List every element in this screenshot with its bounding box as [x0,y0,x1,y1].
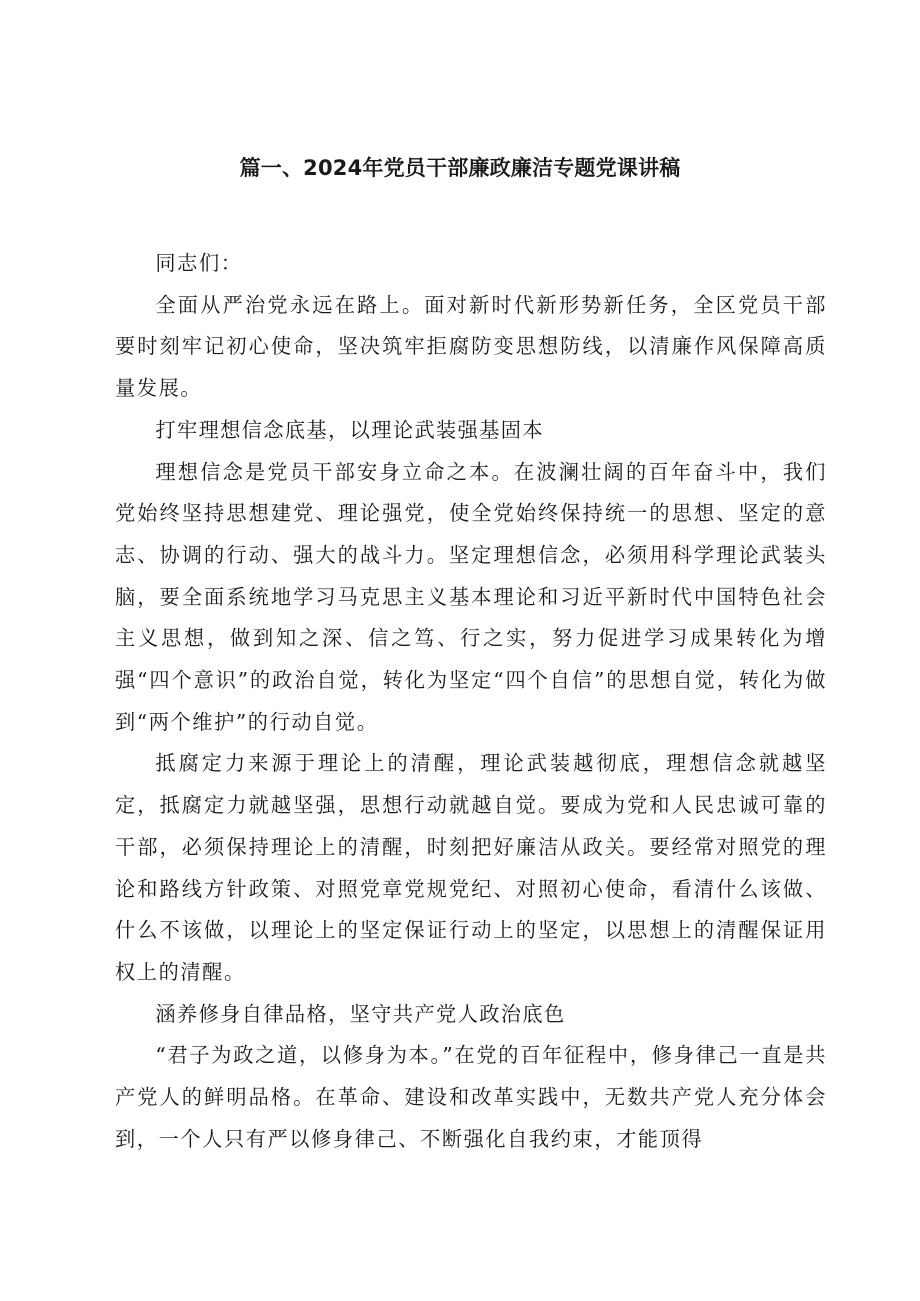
paragraph-ideals: 理想信念是党员干部安身立命之本。在波澜壮阔的百年奋斗中，我们党始终坚持思想建党、理论强党，使全党始终保持统一的思想、坚定的意志、协调的行动、强大的战斗力。坚定理想信念，必须用科学理论武装头脑，要全面系统地学习马克思主义基本理论和习近平新时代中国特色社会主义思想，做到知之深、信之笃、行之实，努力促进学习成果转化为增强“四个意识”的政治自觉，转化为坚定“四个自信”的思想自觉，转化为做到“两个维护”的行动自觉。 [115,459,827,734]
paragraph-intro: 全面从严治党永远在路上。面对新时代新形势新任务，全区党员干部要时刻牢记初心使命，坚决筑牢拒腐防变思想防线，以清廉作风保障高质量发展。 [115,292,827,401]
section-heading-ideals: 打牢理想信念底基，以理论武装强基固本 [155,417,544,442]
paragraph-anti-corruption: 抵腐定力来源于理论上的清醒，理论武装越彻底，理想信念就越坚定，抵腐定力就越坚强，思想行动就越自觉。要成为党和人民忠诚可靠的干部，必须保持理论上的清醒，时刻把好廉洁从政关。要经常对照党的理论和路线方针政策、对照党章党规党纪、对照初心使命，看清什么该做、什么不该做，以理论上的坚定保证行动上的坚定，以思想上的清醒保证用权上的清醒。 [115,751,827,984]
paragraph-self-discipline: “君子为政之道，以修身为本。”在党的百年征程中，修身律己一直是共产党人的鲜明品格。在革命、建设和改革实践中，无数共产党人充分体会到，一个人只有严以修身律己、不断强化自我约束，才能顶得 [115,1043,827,1151]
section-heading-self-discipline: 涵养修身自律品格，坚守共产党人政治底色 [155,1001,566,1026]
document-title: 篇一、2024年党员干部廉政廉洁专题党课讲稿 [239,156,681,180]
paragraph-salutation: 同志们： [155,251,243,275]
document-body [115,243,827,1160]
